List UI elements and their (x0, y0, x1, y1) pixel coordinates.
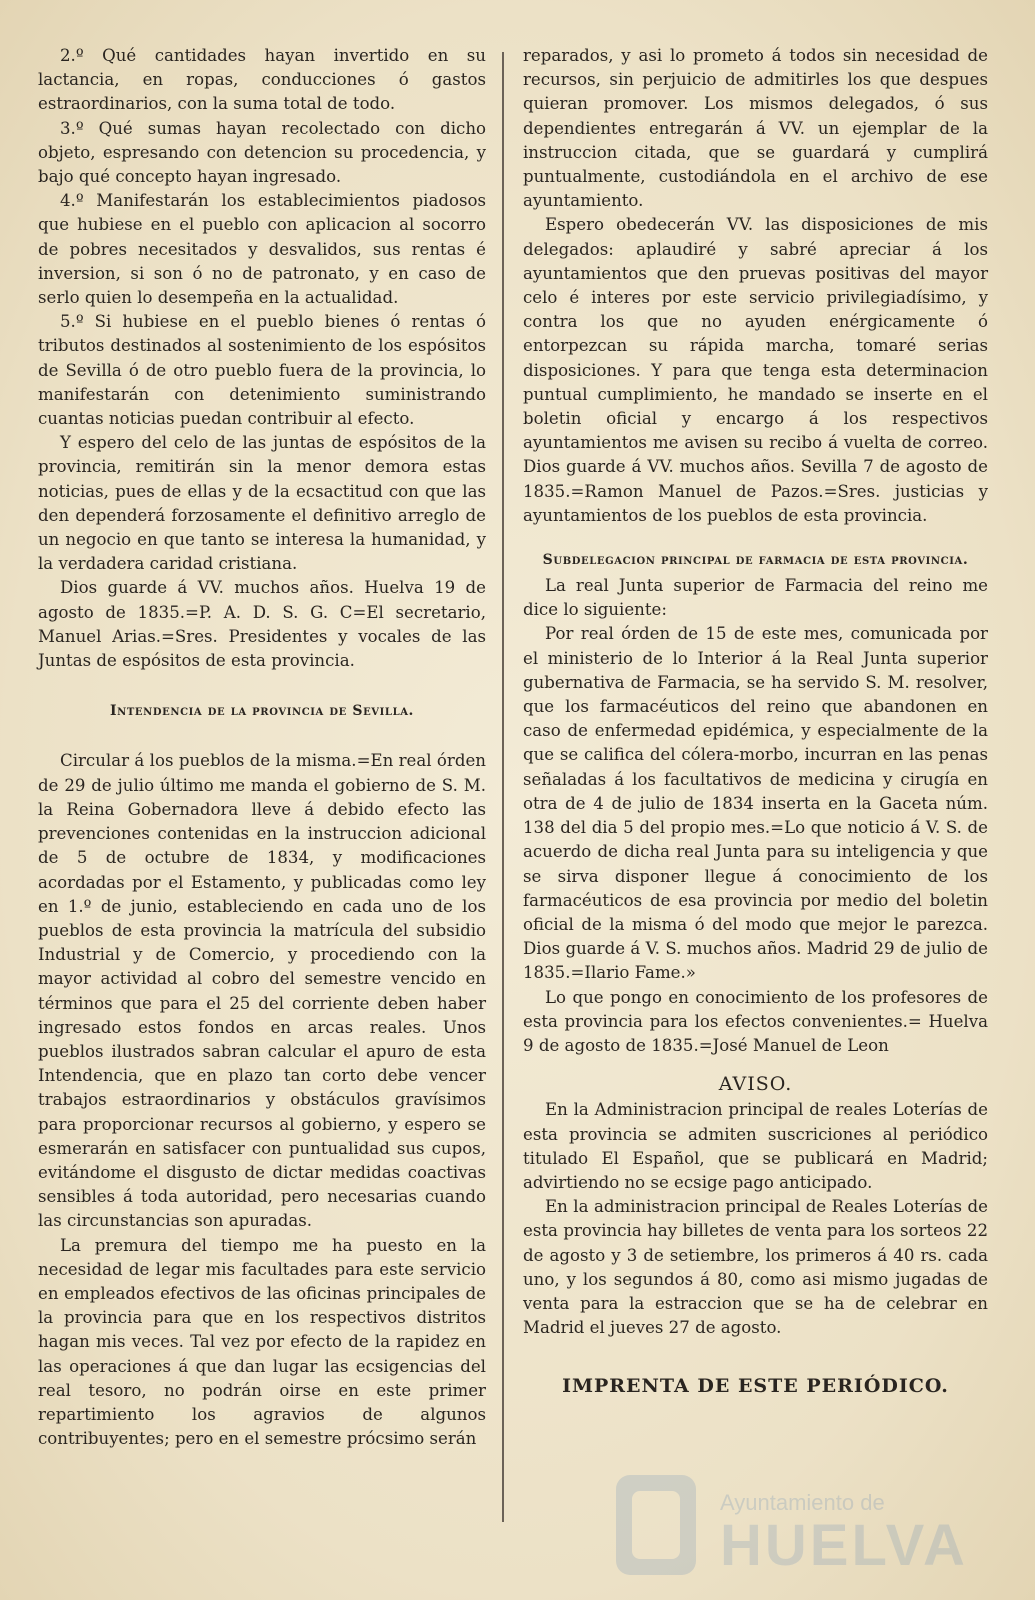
paragraph: reparados, y asi lo prometo á todos sin necesidad de recursos, sin perjuicio de admitirles los que despues quieran promover. Los mismos delegados, ó sus dependientes entregarán á VV. un ejemplar de la instruccion citada, que se guardará y cumplirá puntualmente, custodiándola en el archivo de ese ayuntamiento. (523, 46, 988, 211)
paragraph: 5.º Si hubiese en el pueblo bienes ó rentas ó tributos destinados al sostenimiento de los espósitos de Sevilla ó de otro pueblo fuera de la provincia, lo manifestarán con detenimiento suministrando cuantas noticias puedan contribuir al efecto. (38, 312, 486, 429)
section-heading: Intendencia de la provincia de Sevilla. (109, 703, 415, 720)
closing-signature: Dios guarde á VV. muchos años. Huelva 19 de agosto de 1835.=P. A. D. S. G. C=El secretario, Manuel Arias.=Sres. Presidentes y vocales de las Juntas de espósitos de esta provincia. (38, 578, 486, 671)
paragraph: 3.º Qué sumas hayan recolectado con dicho objeto, espresando con detencion su procedencia, y bajo qué concepto hayan ingresado. (38, 118, 486, 187)
column-divider (502, 52, 504, 1522)
aviso-title: AVISO. (718, 1073, 793, 1096)
imprint-line: IMPRENTA DE ESTE PERIÓDICO. (562, 1375, 949, 1398)
paragraph: La premura del tiempo me ha puesto en la necesidad de legar mis facultades para este servicio en empleados efectivos de las oficinas principales de la provincia para que en los respectivos distritos hagan mis veces. Tal vez por efecto de la rapidez en las operaciones á que dan lugar las ecsigencias del real tesoro, no podrán oirse en este primer repartimiento los agravios de algunos contribuyentes; pero en el semestre prócsimo serán (38, 1235, 486, 1449)
paragraph: En la administracion principal de Reales Loterías de esta provincia hay billetes de venta para los sorteos 22 de agosto y 3 de setiembre, los primeros á 40 rs. cada uno, y los segundos á 80, como asi mismo jugadas de venta para la estraccion que se ha de celebrar en Madrid el jueves 27 de agosto. (523, 1197, 988, 1338)
watermark-text: Ayuntamiento de (720, 1490, 885, 1515)
paragraph: Y espero del celo de las juntas de espósitos de la provincia, remitirán sin la menor demora estas noticias, pues de ellas y de la ecsactitud con que las den dependerá forzosamente el definitivo arreglo de un negocio en que tanto se interesa la humanidad, y la verdadera caridad cristiana. (38, 433, 486, 574)
paragraph: Por real órden de 15 de este mes, comunicada por el ministerio de lo Interior á la Real Junta superior gubernativa de Farmacia, se ha servido S. M. resolver, que los farmacéuticos del reino que abandonen en caso de enfermedad epidémica, y especialmente de la que se califica del cólera-morbo, incurran en las penas señaladas á los facultativos de medicina y cirugía en otra de 4 de julio de 1834 inserta en la Gaceta núm. 138 del dia 5 del propio mes.=Lo que noticio á V. S. de acuerdo de dicha real Junta para su inteligencia y que se sirva disponer llegue á conocimiento de los farmacéuticos de esa provincia por medio del boletin oficial de la misma ó del modo que mejor le parezca. Dios guarde á V. S. muchos años. Madrid 29 de julio de 1835.=Ilario Fame.» (523, 624, 988, 983)
paragraph: Circular á los pueblos de la misma.=En real órden de 29 de julio último me manda el gobierno de S. M. la Reina Gobernadora lleve á debido efecto las prevenciones contenidas en la instruccion adicional de 5 de octubre de 1834, y modificaciones acordadas por el Estamento, y publicadas como ley en 1.º de junio, estableciendo en cada uno de los pueblos de esta provincia la matrícula del subsidio Industrial y de Comercio, y procediendo con la mayor actividad al cobro del semestre vencido en términos que para el 25 del corriente deben haber ingresado estos fondos en arcas reales. Unos pueblos ilustrados sabran calcular el apuro de esta Intendencia, que en plazo tan corto debe vencer trabajos estraordinarios y obstáculos gravísimos para proporcionar recursos al gobierno, y espero se esmerarán en satisfacer con puntualidad sus cupos, evitándome el disgusto de dictar medidas coactivas sensibles á toda autoridad, pero necesarias cuando las circunstancias son apuradas. (38, 751, 486, 1231)
paragraph: La real Junta superior de Farmacia del reino me dice lo siguiente: (523, 576, 988, 620)
paragraph: Lo que pongo en conocimiento de los profesores de esta provincia para los efectos convenientes.= Huelva 9 de agosto de 1835.=José Manuel de Leon (523, 987, 988, 1055)
section-heading: Subdelegacion principal de farmacia de esta provincia. (542, 552, 969, 569)
right-column (523, 44, 988, 1399)
paragraph: Espero obedecerán VV. las disposiciones de mis delegados: aplaudiré y sabré apreciar á los ayuntamientos que den pruevas positivas del mayor celo é interes por este servicio privilegiadísimo, y contra los que no ayuden enérgicamente ó entorpezcan su rápida marcha, tomaré serias disposiciones. Y para que tenga esta determinacion puntual cumplimiento, he mandado se inserte en el boletin oficial y encargo á los respectivos ayuntamientos me avisen su recibo á vuelta de correo. Dios guarde á VV. muchos años. Sevilla 7 de agosto de 1835.=Ramon Manuel de Pazos.=Sres. justicias y ayuntamientos de los pueblos de esta provincia. (523, 215, 988, 525)
paragraph: 2.º Qué cantidades hayan invertido en su lactancia, en ropas, conducciones ó gastos estraordinarios, con la suma total de todo. (38, 46, 486, 114)
paragraph: 4.º Manifestarán los establecimientos piadosos que hubiese en el pueblo con aplicacion al socorro de pobres necesitados y desvalidos, sus rentas é inversion, si son ó no de patronato, y en caso de serlo quien lo desempeña en la actualidad. (38, 191, 486, 308)
watermark-text: HUELVA (720, 1513, 968, 1578)
paragraph: En la Administracion principal de reales Loterías de esta provincia se admiten suscriciones al periódico titulado El Español, que se publicará en Madrid; advirtiendo no se ecsige pago anticipado. (523, 1100, 988, 1192)
left-column (38, 44, 486, 1451)
